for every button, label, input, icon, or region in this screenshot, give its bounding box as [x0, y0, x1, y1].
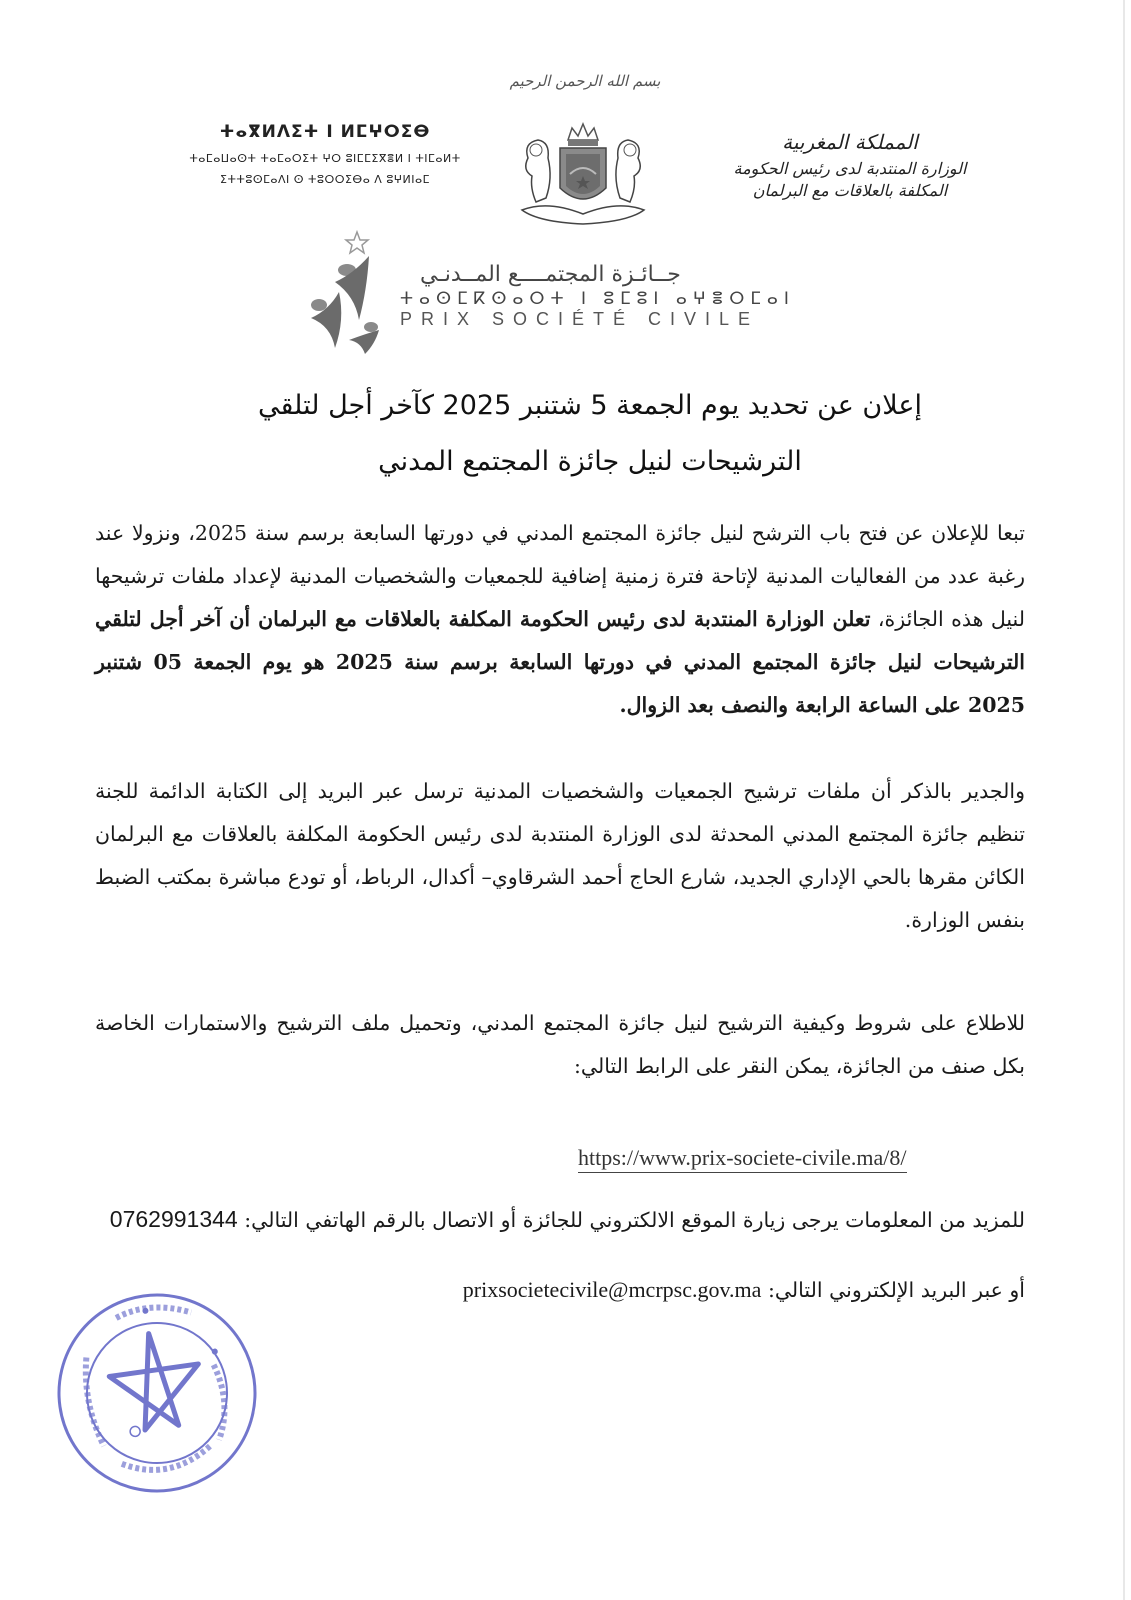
arabic-line-mandate: المكلفة بالعلاقات مع البرلمان: [752, 181, 948, 200]
tifinagh-line-2: ⵜⴰⵎⴰⵡⴰⵙⵜ ⵜⴰⵎⴰⵔⵉⵜ ⵖⵔ ⵓⵏⵎⵎⵉⴳⴻⵍ ⵏ ⵜⵏⵎⴰⵍⵜ: [189, 152, 461, 165]
prize-name-tifinagh: ⵜⴰⵙⵎⴽⵙⴰⵔⵜ ⵏ ⵓⵎⵓⵏ ⴰⵖⴻⵔⵎⴰⵏ: [400, 289, 795, 309]
arabic-line-ministry: الوزارة المنتدبة لدى رئيس الحكومة: [733, 159, 967, 178]
official-seal-stamp: [52, 1288, 262, 1498]
contact-email-line: [350, 1268, 1025, 1312]
tifinagh-line-1: ⵜⴰⴳⵍⴷⵉⵜ ⵏ ⵍⵎⵖⵔⵉⴱ: [219, 122, 431, 142]
paragraph-1-bold-deadline: تعلن الوزارة المنتدبة لدى رئيس الحكومة المكلفة بالعلاقات مع البرلمان أن آخر أجل لتلقي الترشيحات لنيل جائزة المجتمع المدني في دورتها السابعة برسم سنة 2025 هو يوم الجمعة 05 شتنبر 2025 على الساعة الرابعة والنصف بعد الزوال.: [95, 607, 1026, 717]
scan-edge-shadow: [1123, 0, 1125, 1600]
contact-phone-line: [85, 1198, 1025, 1242]
prize-website-link[interactable]: https://www.prix-societe-civile.ma/8/: [578, 1145, 907, 1173]
bismillah-header: بسم الله الرحمن الرحيم: [509, 72, 661, 90]
paragraph-announcement: [95, 512, 1025, 727]
paragraph-conditions: للاطلاع على شروط وكيفية الترشيح لنيل جائزة المجتمع المدني، وتحميل ملف الترشيح والاستمارات الخاصة بكل صنف من الجائزة، يمكن النقر على الرابط التالي:: [95, 1011, 1025, 1078]
email-address[interactable]: prixsocietecivile@mcrpsc.gov.ma: [462, 1277, 762, 1302]
paragraph-1-regular: تبعا للإعلان عن فتح باب الترشح لنيل جائزة المجتمع المدني في دورتها السابعة برسم سنة 2025، ونزولا عند رغبة عدد من الفعاليات المدنية لإتاحة فترة زمنية إضافية للجمعيات والشخصيات المدنية لإعداد ملفات ترشيحها لنيل هذه الجائزة،: [95, 521, 1025, 631]
prize-wordmark: [400, 262, 830, 330]
arabic-line-kingdom: المملكة المغربية: [782, 130, 918, 154]
civil-society-prize-logo-icon: [305, 230, 380, 355]
phone-number[interactable]: 0762991344: [109, 1206, 238, 1232]
email-label: أو عبر البريد الإلكتروني التالي:: [761, 1278, 1025, 1302]
prize-name-arabic: جــائـزة المجتمــــع المــدنـي: [420, 262, 681, 287]
tifinagh-line-3: ⵉⵜⵜⵓⵙⵎⴰⴷⵏ ⵙ ⵜⵓⵔⵔⵉⴱⴰ ⴷ ⵓⵖⵍⵏⴰⵎ: [220, 173, 430, 186]
title-line-1: إعلان عن تحديد يوم الجمعة 5 شتنبر 2025 كآخر أجل لتلقي: [258, 390, 922, 421]
pentagram-star-icon: [52, 1288, 262, 1498]
tifinagh-ministry-header: [150, 122, 500, 194]
prize-name-french: PRIX SOCIÉTÉ CIVILE: [400, 309, 760, 329]
moroccan-coat-of-arms-icon: [508, 118, 658, 230]
paragraph-submission-address: والجدير بالذكر أن ملفات ترشيح الجمعيات والشخصيات المدنية ترسل عبر البريد إلى الكتابة الدائمة للجنة تنظيم جائزة المجتمع المدني المحدثة لدى الوزارة المنتدبة لدى رئيس الحكومة المكلفة بالعلاقات مع البرلمان الكائن مقرها بالحي الإداري الجديد، شارع الحاج أحمد الشرقاوي– أكدال، الرباط، أو تودع مباشرة بمكتب الضبط بنفس الوزارة.: [95, 779, 1025, 932]
arabic-ministry-header: [680, 130, 1020, 202]
announcement-title: [150, 378, 1030, 490]
phone-label: للمزيد من المعلومات يرجى زيارة الموقع الالكتروني للجائزة أو الاتصال بالرقم الهاتفي التالي:: [237, 1208, 1025, 1232]
title-line-2: الترشيحات لنيل جائزة المجتمع المدني: [378, 446, 802, 477]
